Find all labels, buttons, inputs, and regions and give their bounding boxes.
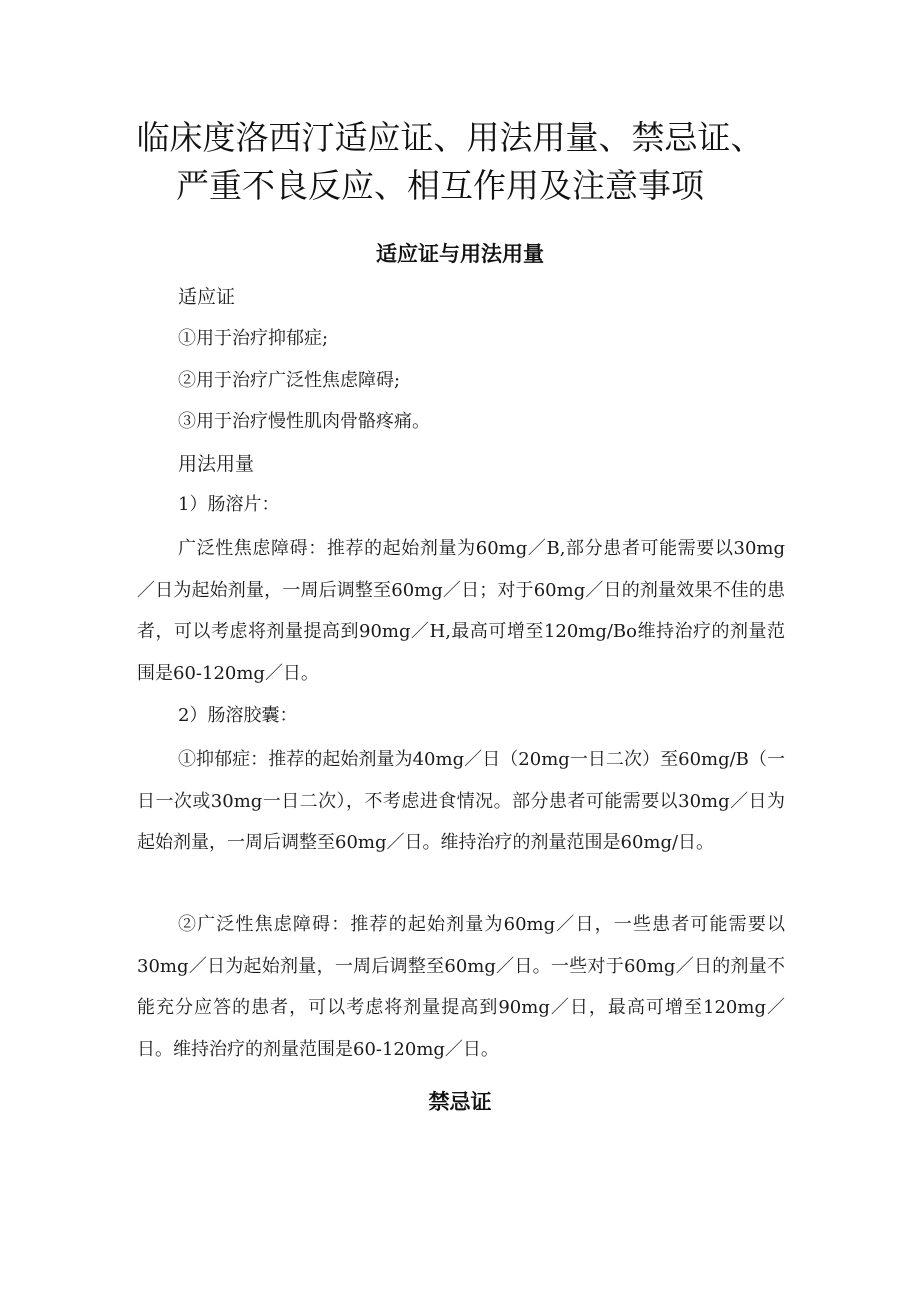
indication-item: ②用于治疗广泛性焦虑障碍;: [178, 370, 401, 391]
dosage-label: 用法用量: [178, 453, 255, 475]
indication-item: ①用于治疗抑郁症;: [178, 328, 329, 349]
indications-label: 适应证: [178, 286, 236, 308]
capsule-depression-paragraph: ①抑郁症：推荐的起始剂量为40mg／日（20mg一日二次）至60mg/B（一日一次或30mg一日二次），不考虑进食情况。部分患者可能需要以30mg／日为起始剂量，一周后调整至60mg／日。维持治疗的剂量范围是60mg/日。: [137, 749, 785, 853]
tablet-label: 1）肠溶片：: [178, 494, 280, 515]
document-title-line-1: 临床度洛西汀适应证、用法用量、禁忌证、: [136, 118, 764, 157]
document-title-line-2: 严重不良反应、相互作用及注意事项: [176, 166, 704, 205]
indication-item: ③用于治疗慢性肌肉骨骼疼痛。: [178, 411, 430, 432]
capsule-label: 2）肠溶胶囊：: [178, 705, 298, 726]
section-heading-indications-dosage: 适应证与用法用量: [376, 242, 544, 266]
tablet-dosage-paragraph: 广泛性焦虑障碍：推荐的起始剂量为60mg／B,部分患者可能需要以30mg／日为起始剂量，一周后调整至60mg／日；对于60mg／日的剂量效果不佳的患者，可以考虑将剂量提高到90mg／H,最高可增至120mg/Bo维持治疗的剂量范围是60-120mg／日。: [137, 538, 785, 684]
capsule-anxiety-paragraph: ②广泛性焦虑障碍：推荐的起始剂量为60mg／日，一些患者可能需要以30mg／日为起始剂量，一周后调整至60mg／日。一些对于60mg／日的剂量不能充分应答的患者，可以考虑将剂量提高到90mg／日，最高可增至120mg／日。维持治疗的剂量范围是60-120mg／日。: [137, 914, 785, 1060]
section-heading-contraindications: 禁忌证: [428, 1090, 492, 1114]
